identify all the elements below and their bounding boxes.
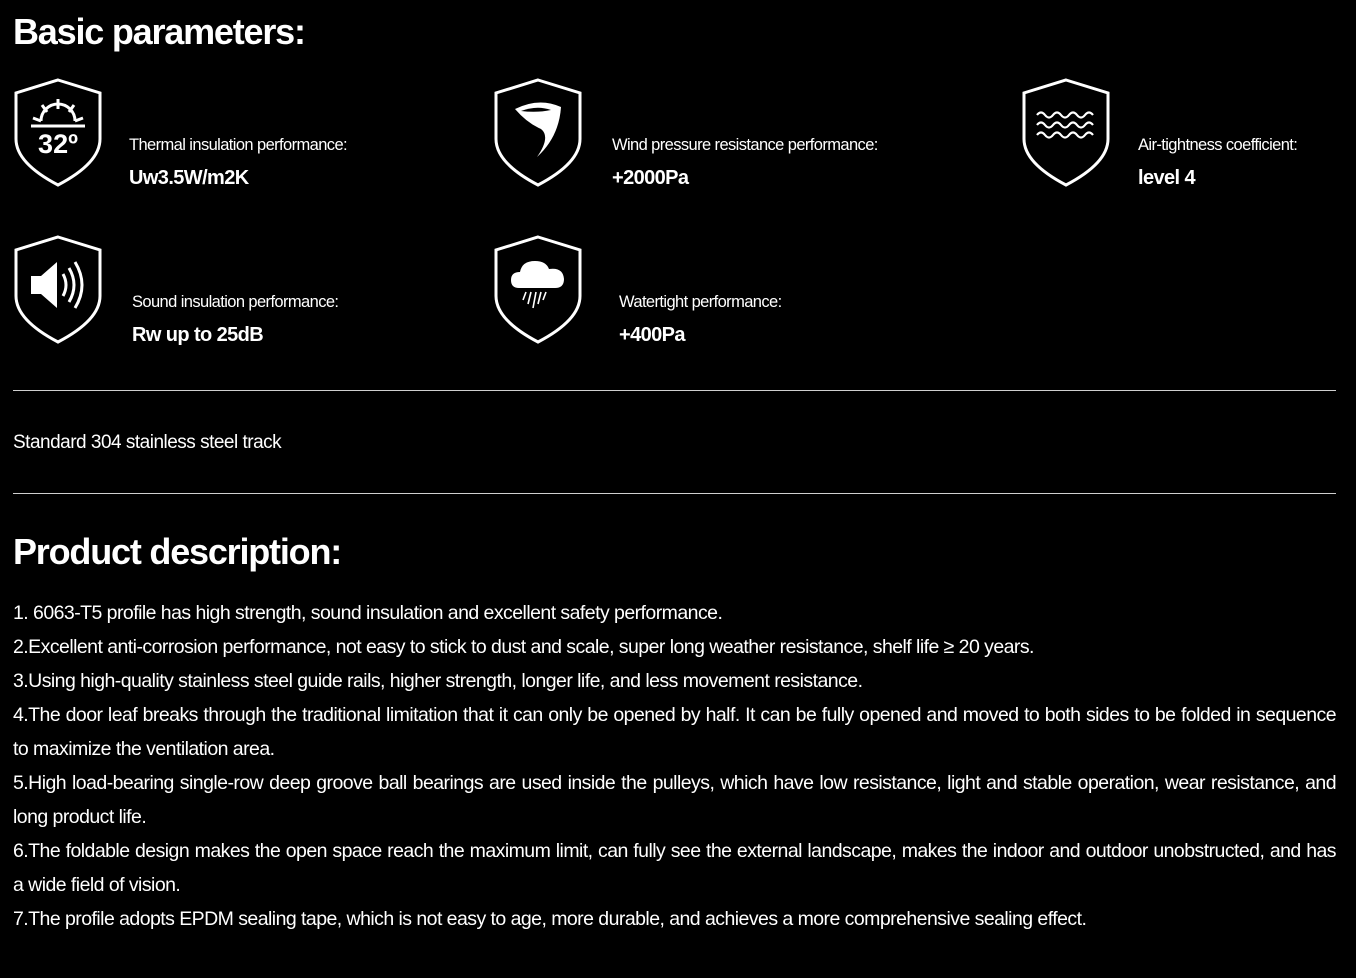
product-description-list <box>13 596 1336 936</box>
sun-temperature-icon <box>13 77 103 189</box>
wind-label: Wind pressure resistance performance: <box>612 136 878 154</box>
track-note: Standard 304 stainless steel track <box>13 432 282 453</box>
param-wind-pressure <box>493 77 953 189</box>
air-tightness-label: Air-tightness coefficient: <box>1138 136 1298 154</box>
description-item: 3.Using high-quality stainless steel guide rails, higher strength, longer life, and less movement resistance. <box>13 670 863 692</box>
description-item: 1. 6063-T5 profile has high strength, sound insulation and excellent safety performance. <box>13 602 723 624</box>
description-item: 4.The door leaf breaks through the traditional limitation that it can only be opened by half. It can be fully opened and moved to both sides to be folded in sequence to maximize the ventilation area. <box>13 704 1336 760</box>
description-item: 7.The profile adopts EPDM sealing tape, which is not easy to age, more durable, and achieves a more comprehensive sealing effect. <box>13 908 1087 930</box>
thermal-label: Thermal insulation performance: <box>129 136 348 154</box>
sound-value: Rw up to 25dB <box>132 324 264 346</box>
rain-cloud-icon <box>493 234 583 346</box>
param-thermal-insulation <box>13 77 413 189</box>
param-sound-insulation <box>13 234 413 346</box>
air-waves-icon <box>1021 77 1111 189</box>
speaker-sound-icon <box>13 234 103 346</box>
product-description-title: Product description: <box>13 531 342 572</box>
watertight-label: Watertight performance: <box>619 293 782 311</box>
basic-parameters-title: Basic parameters: <box>13 11 305 52</box>
divider-top <box>13 390 1336 391</box>
watertight-value: +400Pa <box>619 324 685 346</box>
wind-swirl-icon <box>493 77 583 189</box>
divider-bottom <box>13 493 1336 494</box>
param-watertight <box>493 234 893 346</box>
description-item: 6.The foldable design makes the open space reach the maximum limit, can fully see the external landscape, makes the indoor and outdoor unobstructed, and has a wide field of vision. <box>13 840 1336 896</box>
sound-label: Sound insulation performance: <box>132 293 339 311</box>
description-item: 2.Excellent anti-corrosion performance, not easy to stick to dust and scale, super long weather resistance, shelf life ≥ 20 years. <box>13 636 1034 658</box>
wind-value: +2000Pa <box>612 167 689 189</box>
svg-text:32º: 32º <box>38 129 78 159</box>
air-tightness-value: level 4 <box>1138 167 1195 189</box>
thermal-value: Uw3.5W/m2K <box>129 167 249 189</box>
param-air-tightness <box>1021 77 1341 189</box>
description-item: 5.High load-bearing single-row deep groove ball bearings are used inside the pulleys, which have low resistance, light and stable operation, wear resistance, and long product life. <box>13 772 1336 828</box>
